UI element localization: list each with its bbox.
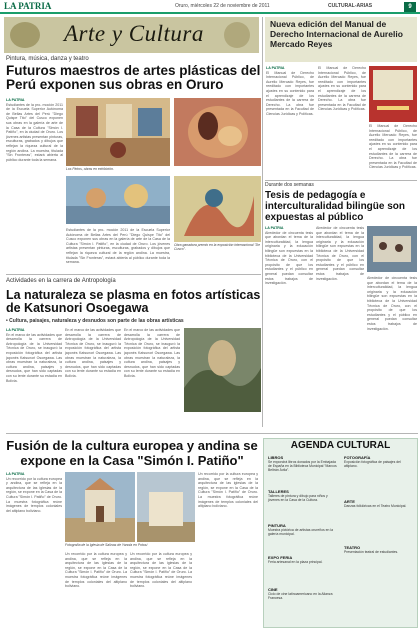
article3-author: LA PATRIA bbox=[266, 66, 285, 70]
agenda-item: EXPO FERIA Feria artesanal en la plaza principal. bbox=[268, 555, 323, 564]
article5-photo bbox=[65, 472, 135, 542]
article2-headline: La naturaleza se plasma en fotos artísticas de Katsunori Osoegawa bbox=[6, 288, 261, 315]
article2-subheadline: • Cultura, paisajes, naturaleza y desnudos son parte de las obras artísticas bbox=[6, 318, 184, 324]
article1-caption2: Obra ganadora premio en la exposición internacional "De Cusco". bbox=[174, 243, 261, 251]
article2-body-col2: En el marco de las actividades que desarrolla la carrera de Antropología de la Universidad Técnica de Oruro, se inauguró la exposición fotográfica del artista japonés Katsunori Osoegawa. Las obras muestran la naturaleza, la cultura andina, paisajes y desnudos, que han sido captadas con su lente durante su estadía en Bolivia. bbox=[65, 328, 121, 378]
article2-body: LA PATRIA En el marco de las actividades que desarrolla la carrera de Antropología de la Universidad Técnica de Oruro, se inauguró la exposición fotográfica del artista japonés Katsunori Osoegawa. Las obras muestran la naturaleza, la cultura andina, paisajes y desnudos, que han sido captadas con su lente durante su estadía en Bolivia. bbox=[6, 328, 62, 383]
article1-photo4 bbox=[174, 176, 261, 242]
agenda-item: CINE Ciclo de cine latinoamericano en la Alianza Francesa. bbox=[268, 587, 333, 600]
section-divider bbox=[265, 180, 417, 181]
section-divider bbox=[6, 274, 261, 275]
agenda-item-label: TALLERES bbox=[268, 489, 289, 494]
article2-author: LA PATRIA bbox=[6, 328, 25, 332]
article5-body: LA PATRIA Un recorrido por la cultura europea y andina, que se refleja en la arquitectura de las iglesias de la región, se expone en la Casa de la Cultura "Simón I. Patiño" de Oruro. La muestra fotográfica reúne imágenes de templos coloniales del altiplano boliviano. bbox=[6, 472, 62, 513]
article5-photo2 bbox=[137, 472, 195, 542]
article5-body-col3: Un recorrido por la cultura europea y andina, que se refleja en la arquitectura de las iglesias de la región, se expone en la Casa de la Cultura "Simón I. Patiño" de Oruro. La muestra fotográfica reúne imágenes de templos coloniales del altiplano boliviano. bbox=[130, 552, 192, 589]
newspaper-logo: LA PATRIA bbox=[4, 1, 52, 11]
article5-author: LA PATRIA bbox=[6, 472, 25, 476]
agenda-title: AGENDA CULTURAL bbox=[290, 440, 391, 451]
article1-author: LA PATRIA bbox=[6, 98, 25, 102]
article5-headline: Fusión de la cultura europea y andina se expone en la Casa "Simón I. Patiño" bbox=[6, 438, 258, 468]
article2-kicker: Actividades en la carrera de Antropología bbox=[6, 278, 116, 284]
article4-author: LA PATRIA bbox=[265, 226, 284, 230]
mask-illustration-icon bbox=[10, 22, 40, 48]
agenda-item-label: PINTURA bbox=[268, 523, 286, 528]
article1-body: LA PATRIA Estudiantes de la pro- moción 2011 de la Escuela Superior Autónoma de Bellas Artes del Perú "Diego Quispe Tito" del Cusco exponen sus obras en la galería de arte de la Casa de la Cultura "Simón I. Patiño", en la ciudad de Oruro. Los jóvenes artistas presentan pinturas, esculturas, grabados y dibujos que reflejan la riqueza cultural de la región andina. La muestra, titulada "Sin Fronteras", estará abierta al público durante toda la semana. bbox=[6, 98, 63, 162]
article2-body-col3: En el marco de las actividades que desarrolla la carrera de Antropología de la Universidad Técnica de Oruro, se inauguró la exposición fotográfica del artista japonés Katsunori Osoegawa. Las obras muestran la naturaleza, la cultura andina, paisajes y desnudos, que han sido captadas con su lente durante su estadía en Bolivia. bbox=[124, 328, 180, 378]
article1-photo2 bbox=[174, 98, 261, 166]
article3-body-col3: El Manual de Derecho Internacional Público, de Aurelio Mercado Reyes, fue reeditado con importantes ajustes en su contenido para el aprendizaje de los estudiantes de la carrera de Derecho. La obra fue presentada en la Facultad de Ciencias Jurídicas y Políticas. bbox=[369, 124, 417, 170]
agenda-item-label: FOTOGRAFÍA bbox=[344, 455, 371, 460]
agenda-item-label: LIBROS bbox=[268, 455, 284, 460]
agenda-item: FOTOGRAFÍA Exposición fotográfica de paisajes del altiplano. bbox=[344, 455, 401, 468]
column-divider bbox=[262, 17, 263, 427]
article3-body: LA PATRIA El Manual de Derecho Internacional Público, de Aurelio Mercado Reyes, fue reeditado con importantes ajustes en su contenido para el aprendizaje de los estudiantes de la carrera de Derecho. La obra fue presentada en la Facultad de Ciencias Jurídicas y Políticas. bbox=[266, 66, 314, 116]
article1-photo bbox=[66, 98, 170, 166]
article1-kicker: Pintura, música, danza y teatro bbox=[6, 56, 89, 62]
agenda-item: TALLERES Talleres de pintura y dibujo para niños y jóvenes en la Casa de la Cultura. bbox=[268, 489, 328, 502]
article1-caption1: Los Pintos, obras en exhibición. bbox=[66, 167, 114, 171]
article3-body-col2: El Manual de Derecho Internacional Público, de Aurelio Mercado Reyes, fue reeditado con importantes ajustes en su contenido para el aprendizaje de los estudiantes de la carrera de Derecho. La obra fue presentada en la Facultad de Ciencias Jurídicas y Políticas. bbox=[318, 66, 366, 112]
agenda-item-label: TEATRO bbox=[344, 545, 361, 550]
article3-headline: Nueva edición del Manual de Derecho Internacional de Aurelio Mercado Reyes bbox=[270, 19, 403, 49]
agenda-item-label: CINE bbox=[268, 587, 278, 592]
agenda-item-label: ARTE bbox=[344, 499, 355, 504]
section-name: CULTURAL-ARIAS bbox=[328, 3, 373, 9]
article4-body-col2: Alrededor de cincuenta tesis que abordan el tema de la interculturalidad, la lengua originaria y la educación bilingüe son expuestas en la biblioteca de la Universidad Técnica de Oruro, con el propósito de que los estudiantes y el público en general puedan consultar estos trabajos de investigación. bbox=[316, 226, 364, 281]
agenda-item-label: EXPO FERIA bbox=[268, 555, 293, 560]
article1-photo3 bbox=[66, 176, 170, 224]
section-divider bbox=[6, 433, 418, 434]
agenda-item: LIBROS Se expondrá libros donados por la Embajada de España en la Biblioteca Municipal "Marcos Beltrán Ávila". bbox=[268, 455, 337, 472]
agenda-item: PINTURA Muestra pictórica de artistas orureños en la galería municipal. bbox=[268, 523, 334, 536]
agenda-item: ARTE Danzas folklóricas en el Teatro Municipal. bbox=[344, 499, 407, 508]
article5-body-col4: Un recorrido por la cultura europea y andina, que se refleja en la arquitectura de las iglesias de la región, se expone en la Casa de la Cultura "Simón I. Patiño" de Oruro. La muestra fotográfica reúne imágenes de templos coloniales del altiplano boliviano. bbox=[198, 472, 258, 509]
issue-date: Oruro, miércoles 22 de noviembre de 2011 bbox=[175, 3, 270, 9]
article4-body: LA PATRIA Alrededor de cincuenta tesis que abordan el tema de la interculturalidad, la lengua originaria y la educación bilingüe son expuestas en la biblioteca de la Universidad Técnica de Oruro, con el propósito de que los estudiantes y el público en general puedan consultar estos trabajos de investigación. bbox=[265, 226, 313, 286]
page-header bbox=[0, 0, 420, 14]
article1-body-cont: Estudiantes de la pro- moción 2011 de la Escuela Superior Autónoma de Bellas Artes del Perú "Diego Quispe Tito" del Cusco exponen sus obras en la galería de arte de la Casa de la Cultura "Simón I. Patiño", en la ciudad de Oruro. Los jóvenes artistas presentan pinturas, esculturas, grabados y dibujos que reflejan la riqueza cultural de la región andina. La muestra, titulada "Sin Fronteras", estará abierta al público durante toda la semana. bbox=[66, 228, 170, 265]
article2-photo bbox=[184, 328, 261, 412]
article1-headline: Futuros maestros de artes plásticas del Perú exponen sus obras en Oruro bbox=[6, 63, 261, 92]
section-banner bbox=[4, 17, 259, 53]
mask-illustration-icon bbox=[224, 22, 250, 48]
article4-headline: Tesis de pedagogía e interculturalidad bilingüe son expuestas al público bbox=[265, 190, 406, 223]
article5-body-col2: Un recorrido por la cultura europea y andina, que se refleja en la arquitectura de las iglesias de la región, se expone en la Casa de la Cultura "Simón I. Patiño" de Oruro. La muestra fotográfica reúne imágenes de templos coloniales del altiplano boliviano. bbox=[65, 552, 127, 589]
banner-title: Arte y Cultura bbox=[64, 21, 204, 46]
page-number: 9 bbox=[404, 2, 416, 12]
article5-caption: Fotografía de la Iglesia de Salinas de Yanola en Potosí bbox=[65, 543, 148, 547]
book-cover-photo bbox=[369, 66, 417, 122]
article4-kicker: Durante dos semanas bbox=[265, 182, 314, 188]
article4-photo bbox=[367, 226, 417, 272]
agenda-item: TEATRO Presentación teatral de estudiantes. bbox=[344, 545, 399, 554]
article4-body-col3: Alrededor de cincuenta tesis que abordan el tema de la interculturalidad, la lengua originaria y la educación bilingüe son expuestas en la biblioteca de la Universidad Técnica de Oruro, con el propósito de que los estudiantes y el público en general puedan consultar estos trabajos de investigación. bbox=[367, 276, 417, 331]
